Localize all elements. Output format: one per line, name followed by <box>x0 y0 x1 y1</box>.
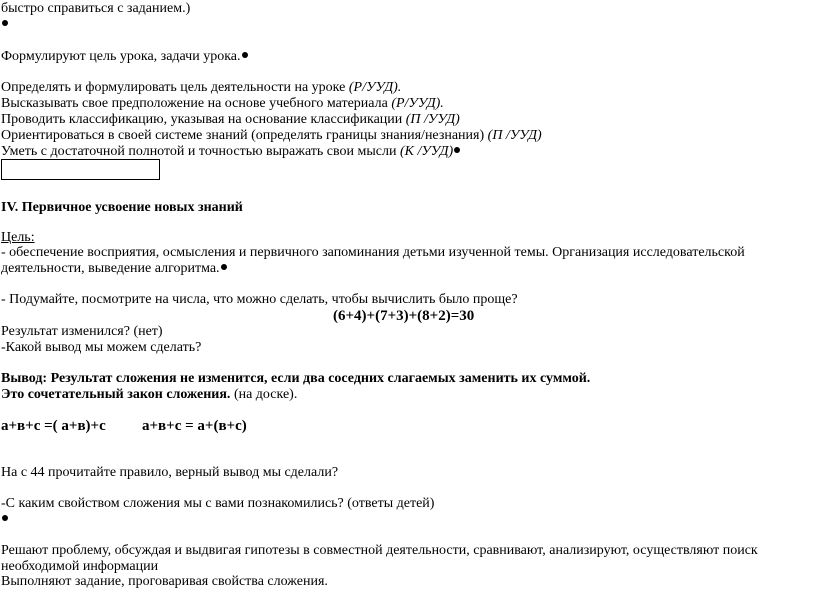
text-line: быстро справиться с заданием.) <box>1 1 191 16</box>
text-fragment: (П /УУД) <box>487 128 542 143</box>
text-line: На с 44 прочитайте правило, верный вывод мы сделали? <box>1 465 339 480</box>
text-fragment: (Р/УУД). <box>391 96 444 111</box>
text-line: - Подумайте, посмотрите на числа, что можно сделать, чтобы вычислить было проще? <box>1 292 518 307</box>
text-line: Цель: <box>1 230 35 245</box>
empty-frame <box>1 159 160 180</box>
text-fragment: Уметь с достаточной полнотой и точностью выражать свои мысли <box>1 144 400 159</box>
text-fragment: Проводить классификацию, указывая на основание классификации <box>1 112 406 127</box>
text-line: Выполняют задание, проговаривая свойства сложения. <box>1 574 328 589</box>
bullet-icon <box>454 147 460 153</box>
text-fragment: (П /УУД) <box>405 112 460 127</box>
bullet-icon <box>221 264 227 270</box>
text-paragraph <box>1 245 816 277</box>
text-fragment: (Р/УУД). <box>348 80 402 95</box>
text-line <box>1 387 297 403</box>
text-line <box>1 49 248 65</box>
bullet-icon <box>2 515 8 521</box>
section-heading: IV. Первичное усвоение новых знаний <box>1 200 243 215</box>
text-fragment: Формулируют цель урока, задачи урока. <box>1 49 241 64</box>
formula: (6+4)+(7+3)+(8+2)=30 <box>333 308 475 324</box>
formula: а+в+с =( а+в)+с <box>1 418 106 434</box>
text-fragment: Ориентироваться в своей системе знаний (определять границы знания/незнания) <box>1 128 488 143</box>
bullet-icon <box>2 20 8 26</box>
formula: а+в+с = а+(в+с) <box>142 418 247 434</box>
text-fragment: (К /УУД) <box>399 144 454 159</box>
text-line <box>1 112 460 128</box>
text-line: -Какой вывод мы можем сделать? <box>1 340 202 355</box>
text-fragment: (на доске). <box>230 387 298 402</box>
text-line: Результат изменился? (нет) <box>1 324 163 339</box>
text-line <box>1 96 444 112</box>
bullet-icon <box>242 52 248 58</box>
text-line <box>1 128 542 144</box>
text-fragment: Это сочетательный закон сложения. <box>1 387 231 402</box>
text-fragment: Определять и формулировать цель деятельности на уроке <box>1 80 349 95</box>
text-line <box>1 144 460 160</box>
text-fragment: Высказывать свое предположение на основе учебного материала <box>1 96 392 111</box>
text-fragment: - обеспечение восприятия, осмысления и первичного запоминания детьми изученной темы. Организация исследовательской деятельности, выведение алгоритма. <box>1 245 745 276</box>
text-line: -С каким свойством сложения мы с вами познакомились? (ответы детей) <box>1 496 435 511</box>
text-line: Вывод: Результат сложения не изменится, если два соседних слагаемых заменить их суммой. <box>1 371 591 386</box>
text-line <box>1 80 401 96</box>
text-paragraph: Решают проблему, обсуждая и выдвигая гипотезы в совместной деятельности, сравнивают, анализируют, осуществляют поиск необходимой информации <box>1 543 758 574</box>
